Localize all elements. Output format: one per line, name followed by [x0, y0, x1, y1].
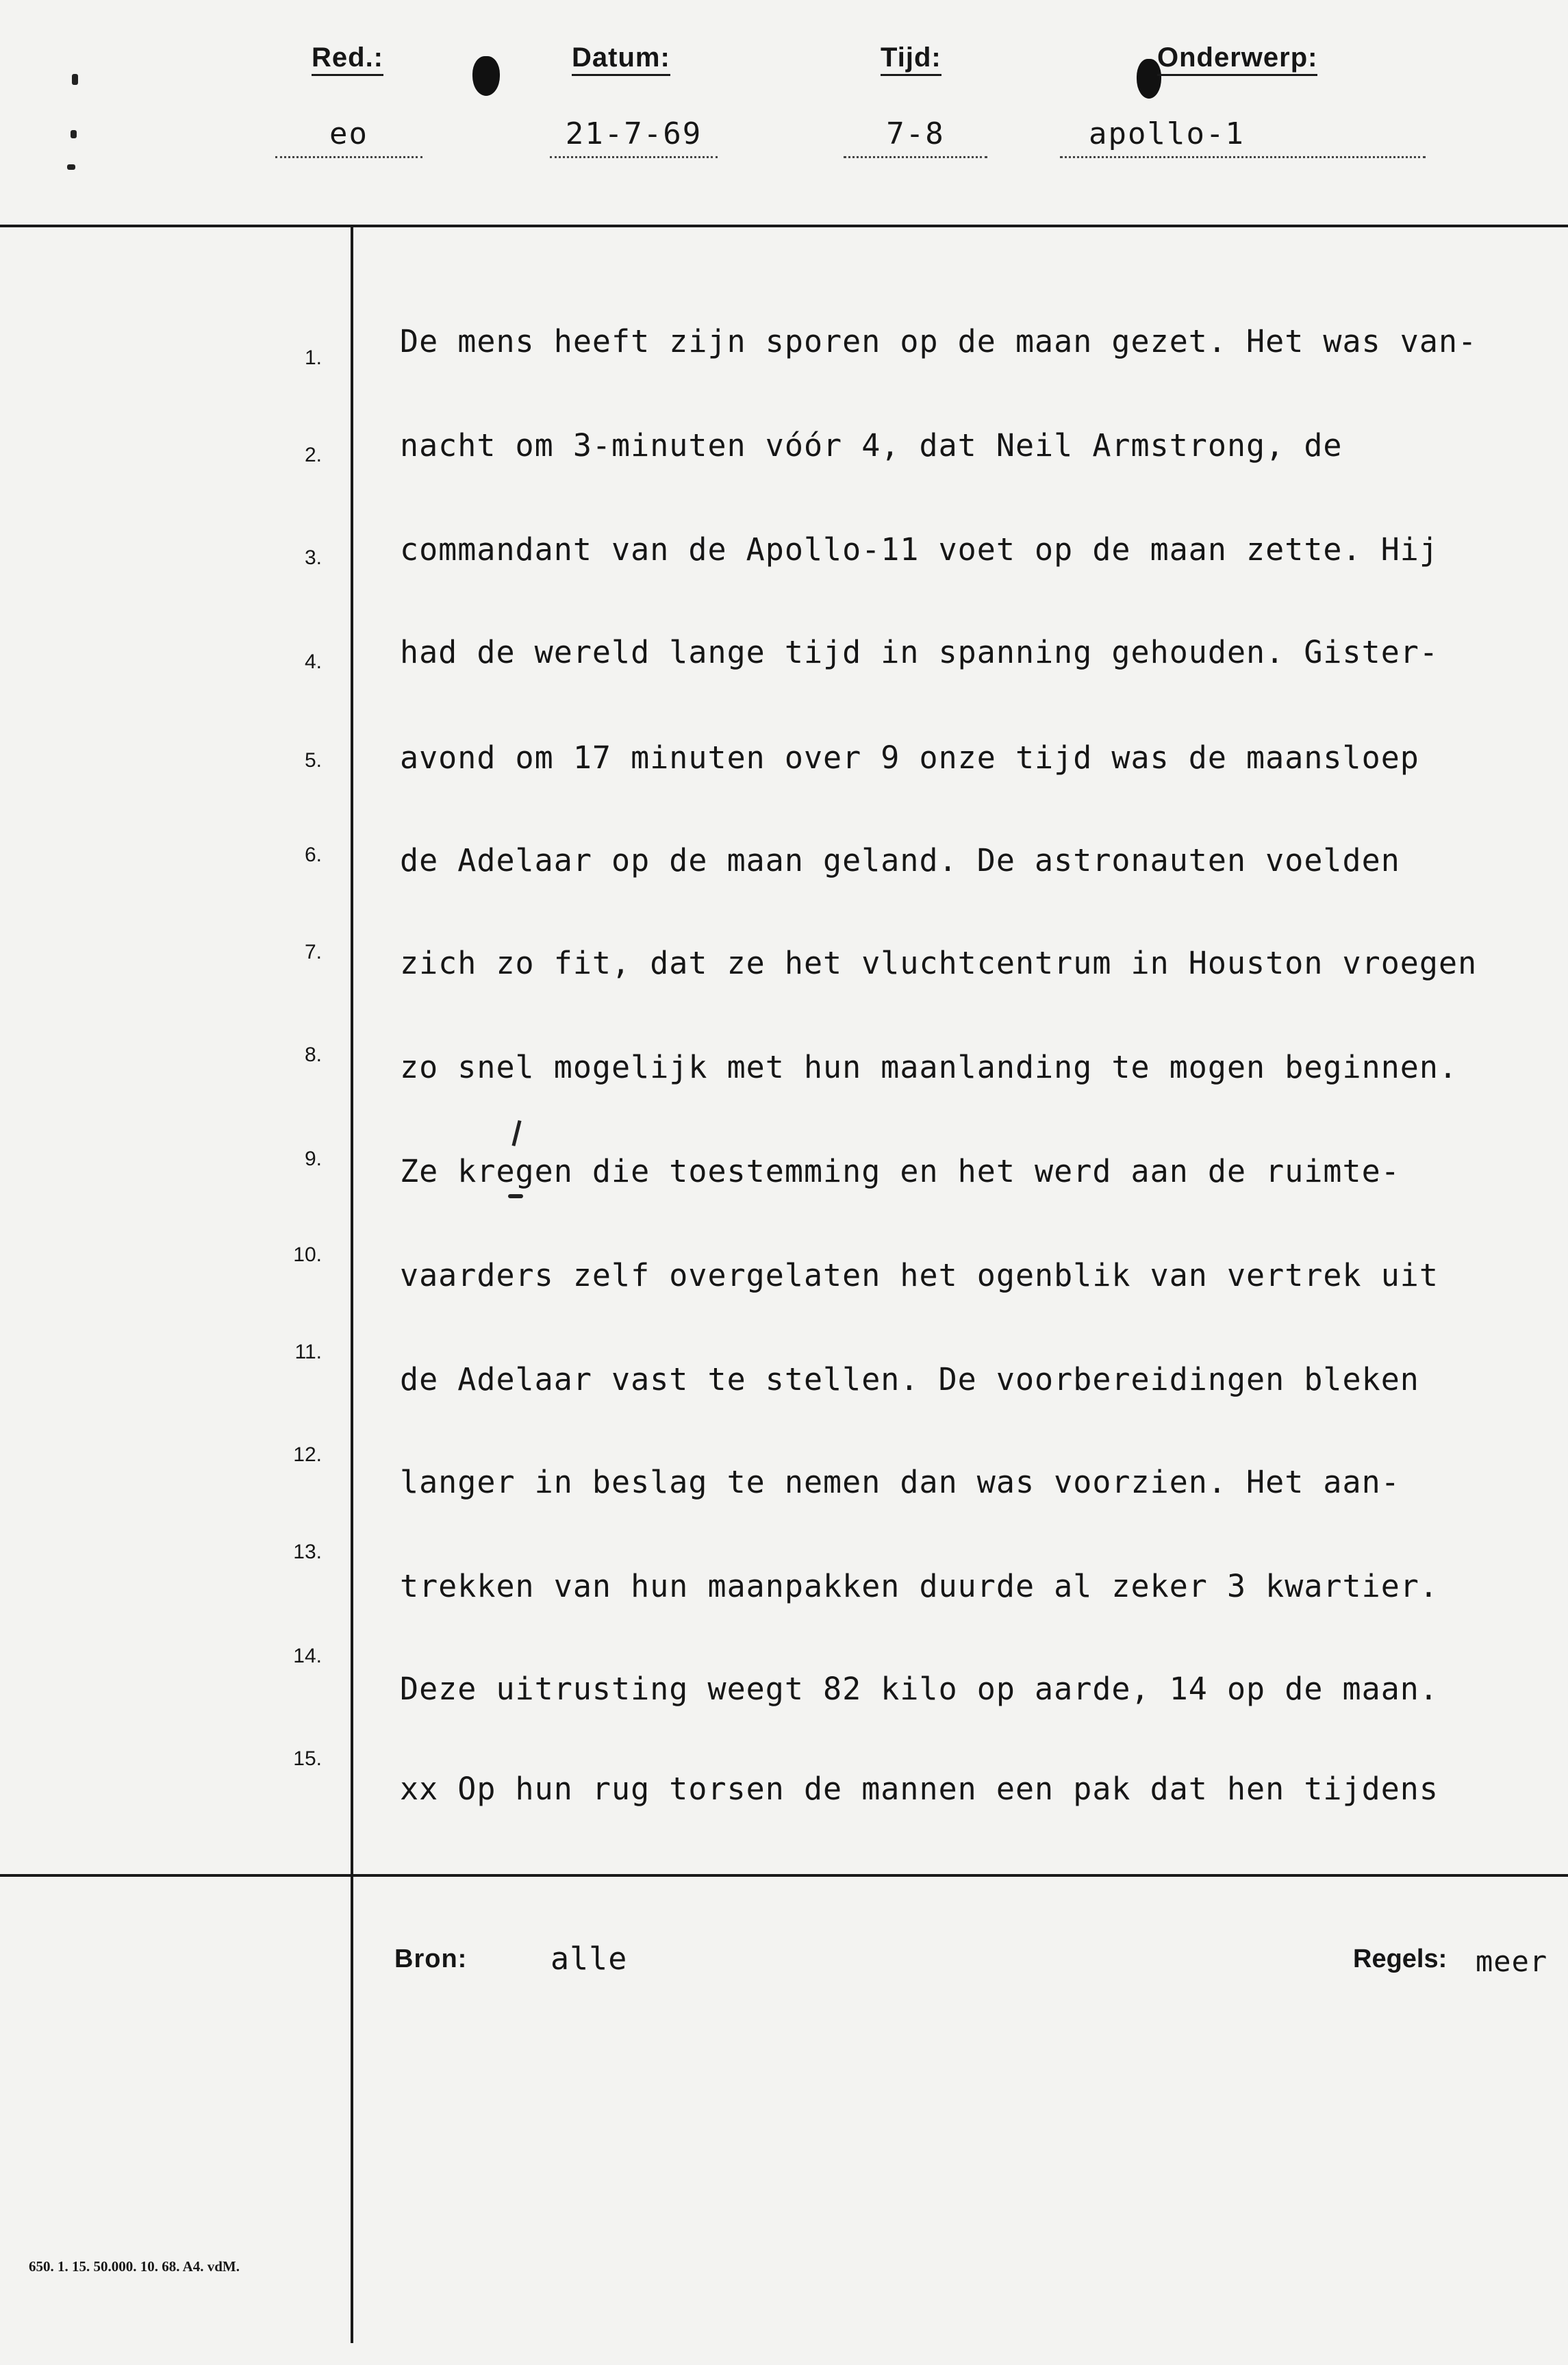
- line-number: 10.: [293, 1243, 322, 1266]
- line-text: nacht om 3-minuten vóór 4, dat Neil Armstrong, de: [400, 427, 1343, 464]
- onderwerp-label: Onderwerp:: [1157, 42, 1317, 76]
- datum-value: 21-7-69: [565, 116, 703, 151]
- line-text: trekken van hun maanpakken duurde al zeker 3 kwartier.: [400, 1568, 1439, 1604]
- header-rule: [0, 225, 1568, 227]
- line-number: 14.: [293, 1645, 322, 1667]
- line-number: 5.: [304, 749, 322, 772]
- line-text: zich zo fit, dat ze het vluchtcentrum in Houston vroegen: [400, 945, 1478, 981]
- line-number: 1.: [304, 346, 322, 369]
- red-value-line: [275, 116, 422, 158]
- line-number: 7.: [304, 941, 322, 963]
- form-code: 650. 1. 15. 50.000. 10. 68. A4. vdM.: [29, 2258, 240, 2275]
- line-text: De mens heeft zijn sporen op de maan gezet. Het was van-: [400, 323, 1478, 359]
- line-number: 15.: [293, 1747, 322, 1770]
- line-text: Ze kregen die toestemming en het werd aan de ruimte-: [400, 1153, 1400, 1189]
- tijd-label: Tijd:: [881, 42, 941, 76]
- line-text: zo snel mogelijk met hun maanlanding te mogen beginnen.: [400, 1049, 1458, 1085]
- line-text: xx Op hun rug torsen de mannen een pak dat hen tijdens: [400, 1771, 1439, 1807]
- line-number: 2.: [304, 444, 322, 466]
- line-text: de Adelaar op de maan geland. De astronauten voelden: [400, 842, 1400, 878]
- bron-value: alle: [551, 1940, 628, 1977]
- margin-speck: [72, 74, 78, 85]
- line-number: 12.: [293, 1443, 322, 1466]
- line-number: 11.: [294, 1341, 322, 1363]
- line-number: 4.: [304, 650, 322, 673]
- tijd-field: [881, 42, 941, 73]
- datum-value-line: [550, 116, 718, 158]
- punch-hole-left: [472, 56, 500, 96]
- red-field: [312, 42, 383, 73]
- line-text: vaarders zelf overgelaten het ogenblik van vertrek uit: [400, 1257, 1439, 1293]
- line-text: de Adelaar vast te stellen. De voorbereidingen bleken: [400, 1361, 1419, 1398]
- line-number: 3.: [304, 546, 322, 569]
- line-number: 13.: [293, 1541, 322, 1563]
- line-text: Deze uitrusting weegt 82 kilo op aarde, 14 op de maan.: [400, 1671, 1439, 1707]
- margin-speck: [67, 164, 75, 170]
- tijd-value: 7-8: [886, 116, 945, 151]
- regels-label: Regels:: [1353, 1945, 1447, 1973]
- line-text: commandant van de Apollo-11 voet op de maan zette. Hij: [400, 531, 1439, 568]
- datum-field: [572, 42, 670, 73]
- red-label: Red.:: [312, 42, 383, 76]
- onderwerp-value-line: [1060, 116, 1426, 158]
- datum-label: Datum:: [572, 42, 670, 76]
- line-number: 9.: [304, 1148, 322, 1170]
- line-number: 8.: [304, 1044, 322, 1066]
- margin-rule: [351, 227, 353, 2343]
- red-value: eo: [329, 116, 368, 151]
- line-text: langer in beslag te nemen dan was voorzien. Het aan-: [400, 1464, 1400, 1500]
- handwritten-mark: [511, 1120, 521, 1146]
- handwritten-mark: [508, 1194, 523, 1198]
- onderwerp-value: apollo-1: [1089, 116, 1245, 151]
- tijd-value-line: [844, 116, 987, 158]
- line-text: avond om 17 minuten over 9 onze tijd was de maansloep: [400, 739, 1419, 776]
- bron-label: Bron:: [394, 1945, 468, 1973]
- footer-rule: [0, 1874, 1568, 1877]
- regels-value: meer: [1476, 1945, 1548, 1978]
- onderwerp-field: [1157, 42, 1317, 73]
- margin-speck: [71, 130, 77, 138]
- line-number: 6.: [304, 844, 322, 866]
- line-text: had de wereld lange tijd in spanning gehouden. Gister-: [400, 634, 1439, 670]
